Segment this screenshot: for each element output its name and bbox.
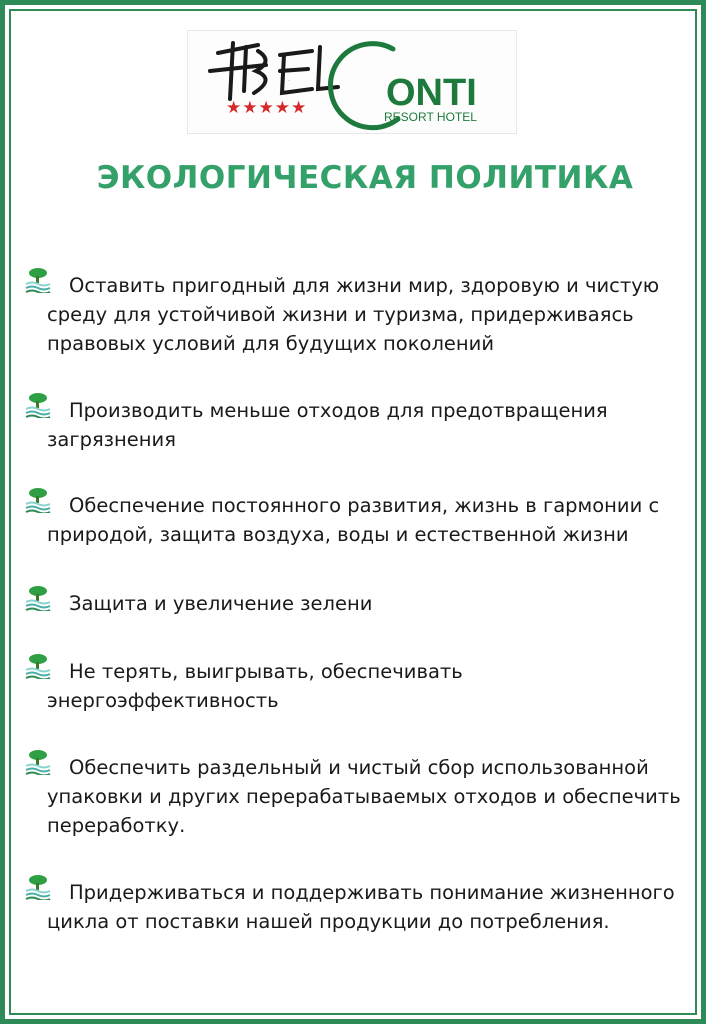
hotel-logo xyxy=(187,30,517,134)
policy-item: Производить меньше отходов для предотвращения загрязнения xyxy=(47,399,608,451)
policy-item: Не терять, выигрывать, обеспечивать энергоэффективность xyxy=(47,660,463,712)
policy-item: Оставить пригодный для жизни мир, здоровую и чистую среду для устойчивой жизни и туризма, придерживаясь правовых условий для будущих поколений xyxy=(47,274,660,355)
page-title: ЭКОЛОГИЧЕСКАЯ ПОЛИТИКА xyxy=(96,160,634,196)
logo-brand-right: ONTI xyxy=(386,72,477,114)
policy-item: Защита и увеличение зелени xyxy=(69,592,373,615)
policy-item: Обеспечение постоянного развития, жизнь в гармонии с природой, защита воздуха, воды и естественной жизни xyxy=(47,494,660,546)
logo-subtitle: RESORT HOTEL xyxy=(384,110,477,124)
policy-item: Обеспечить раздельный и чистый сбор использованной упаковки и других перерабатываемых отходов и обеспечить переработку. xyxy=(47,756,681,837)
policy-item: Придерживаться и поддерживать понимание жизненного цикла от поставки нашей продукции до потребления. xyxy=(47,881,675,933)
logo-brand-left: BEL xyxy=(288,81,290,82)
logo-stars: ★★★★★ xyxy=(226,98,308,118)
logo-graphic xyxy=(188,31,518,135)
